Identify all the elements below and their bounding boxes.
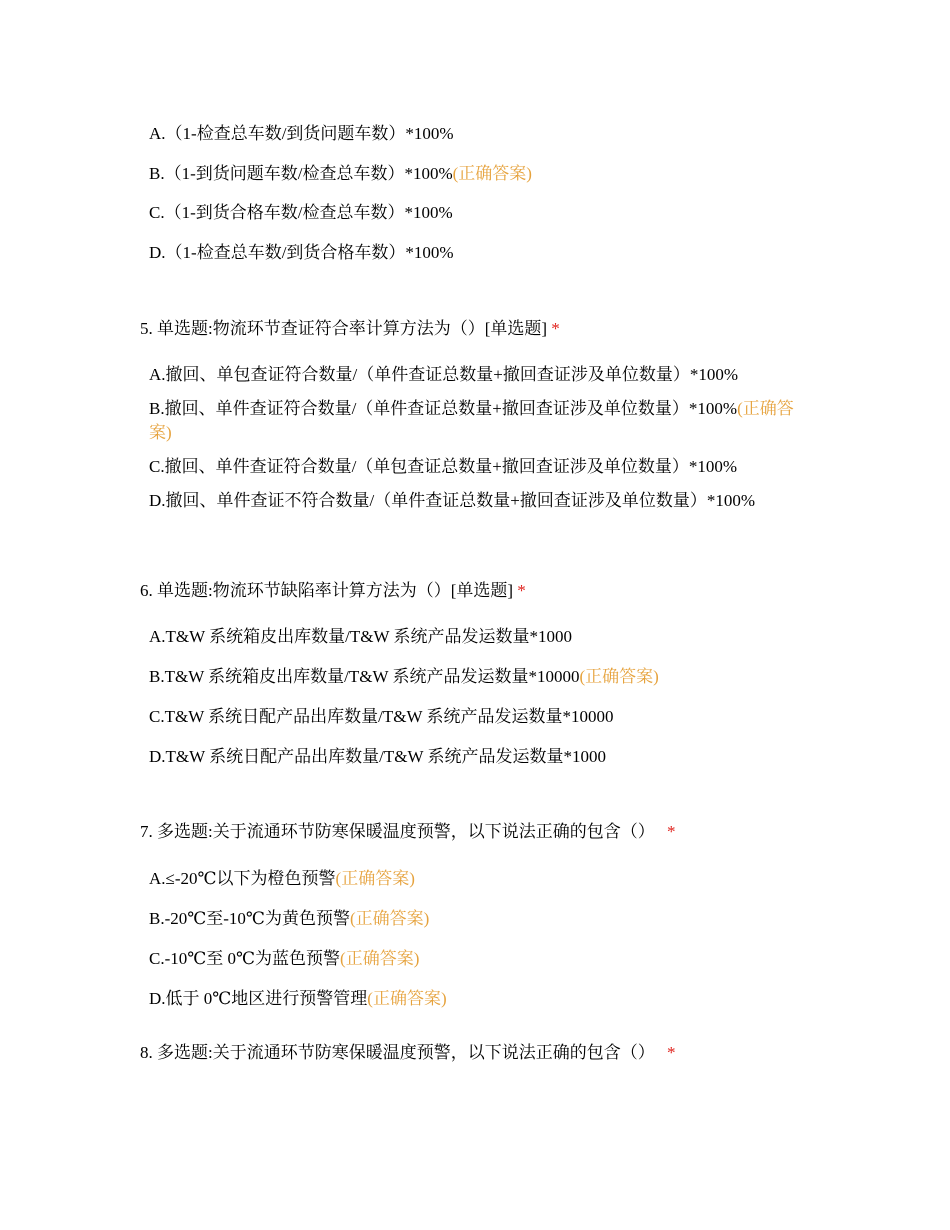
- option-text: C.-10℃至 0℃为蓝色预警: [149, 949, 341, 968]
- option-text: B.撤回、单件查证符合数量/（单件查证总数量+撤回查证涉及单位数量）*100%: [149, 399, 738, 418]
- q6-option-b: [149, 665, 809, 689]
- option-text: C.（1-到货合格车数/检查总车数）*100%: [149, 203, 453, 222]
- option-text: D.T&W 系统日配产品出库数量/T&W 系统产品发运数量*1000: [149, 747, 606, 766]
- q6-option-d: [149, 745, 809, 769]
- option-text: D.撤回、单件查证不符合数量/（单件查证总数量+撤回查证涉及单位数量）*100%: [149, 491, 755, 510]
- required-mark: *: [666, 822, 676, 841]
- required-mark: *: [551, 319, 560, 338]
- required-mark: *: [666, 1043, 676, 1062]
- question-title-text: 7. 多选题:关于流通环节防寒保暖温度预警，以下说法正确的包含（）: [140, 822, 655, 841]
- required-mark: *: [517, 581, 526, 600]
- q5-option-b: [149, 397, 809, 445]
- option-text: B.（1-到货问题车数/检查总车数）*100%: [149, 164, 453, 183]
- option-text: B.T&W 系统箱皮出库数量/T&W 系统产品发运数量*10000: [149, 667, 580, 686]
- q7-option-c: [149, 947, 809, 971]
- q4-option-b: [149, 162, 809, 186]
- question-title: [140, 318, 560, 340]
- q4-option-c: [149, 201, 809, 225]
- q4-option-d: [149, 241, 809, 265]
- q4-option-a: [149, 122, 809, 146]
- correct-answer-label: (正确答案): [452, 164, 532, 183]
- question-title: [140, 821, 675, 843]
- q5-option-c: [149, 455, 809, 479]
- question-title-text: 5. 单选题:物流环节查证符合率计算方法为（）[单选题]: [140, 319, 548, 338]
- option-text: A.（1-检查总车数/到货问题车数）*100%: [149, 124, 454, 143]
- option-text: A.撤回、单包查证符合数量/（单件查证总数量+撤回查证涉及单位数量）*100%: [149, 365, 738, 384]
- q5-option-d: [149, 489, 759, 513]
- q7-option-d: [149, 987, 809, 1011]
- correct-answer-label: (正确答案): [335, 869, 415, 888]
- option-text: D.（1-检查总车数/到货合格车数）*100%: [149, 243, 454, 262]
- question-title: [140, 1042, 675, 1064]
- question-title-text: 8. 多选题:关于流通环节防寒保暖温度预警，以下说法正确的包含（）: [140, 1043, 655, 1062]
- option-text: D.低于 0℃地区进行预警管理: [149, 989, 368, 1008]
- q5-option-a: [149, 363, 809, 387]
- option-text: C.撤回、单件查证符合数量/（单包查证总数量+撤回查证涉及单位数量）*100%: [149, 457, 738, 476]
- correct-answer-label: (正确答案): [149, 399, 794, 442]
- option-text: A.≤-20℃以下为橙色预警: [149, 869, 336, 888]
- correct-answer-label: (正确答案): [349, 909, 430, 928]
- option-text: B.-20℃至-10℃为黄色预警: [149, 909, 350, 928]
- option-text: A.T&W 系统箱皮出库数量/T&W 系统产品发运数量*1000: [149, 627, 572, 646]
- option-text: C.T&W 系统日配产品出库数量/T&W 系统产品发运数量*10000: [149, 707, 614, 726]
- q7-option-b: [149, 907, 809, 931]
- q7-option-a: [149, 867, 809, 891]
- question-title-text: 6. 单选题:物流环节缺陷率计算方法为（）[单选题]: [140, 581, 514, 600]
- correct-answer-label: (正确答案): [367, 989, 447, 1008]
- correct-answer-label: (正确答案): [340, 949, 420, 968]
- q6-option-a: [149, 625, 809, 649]
- question-title: [140, 580, 526, 602]
- q6-option-c: [149, 705, 809, 729]
- correct-answer-label: (正确答案): [579, 667, 659, 686]
